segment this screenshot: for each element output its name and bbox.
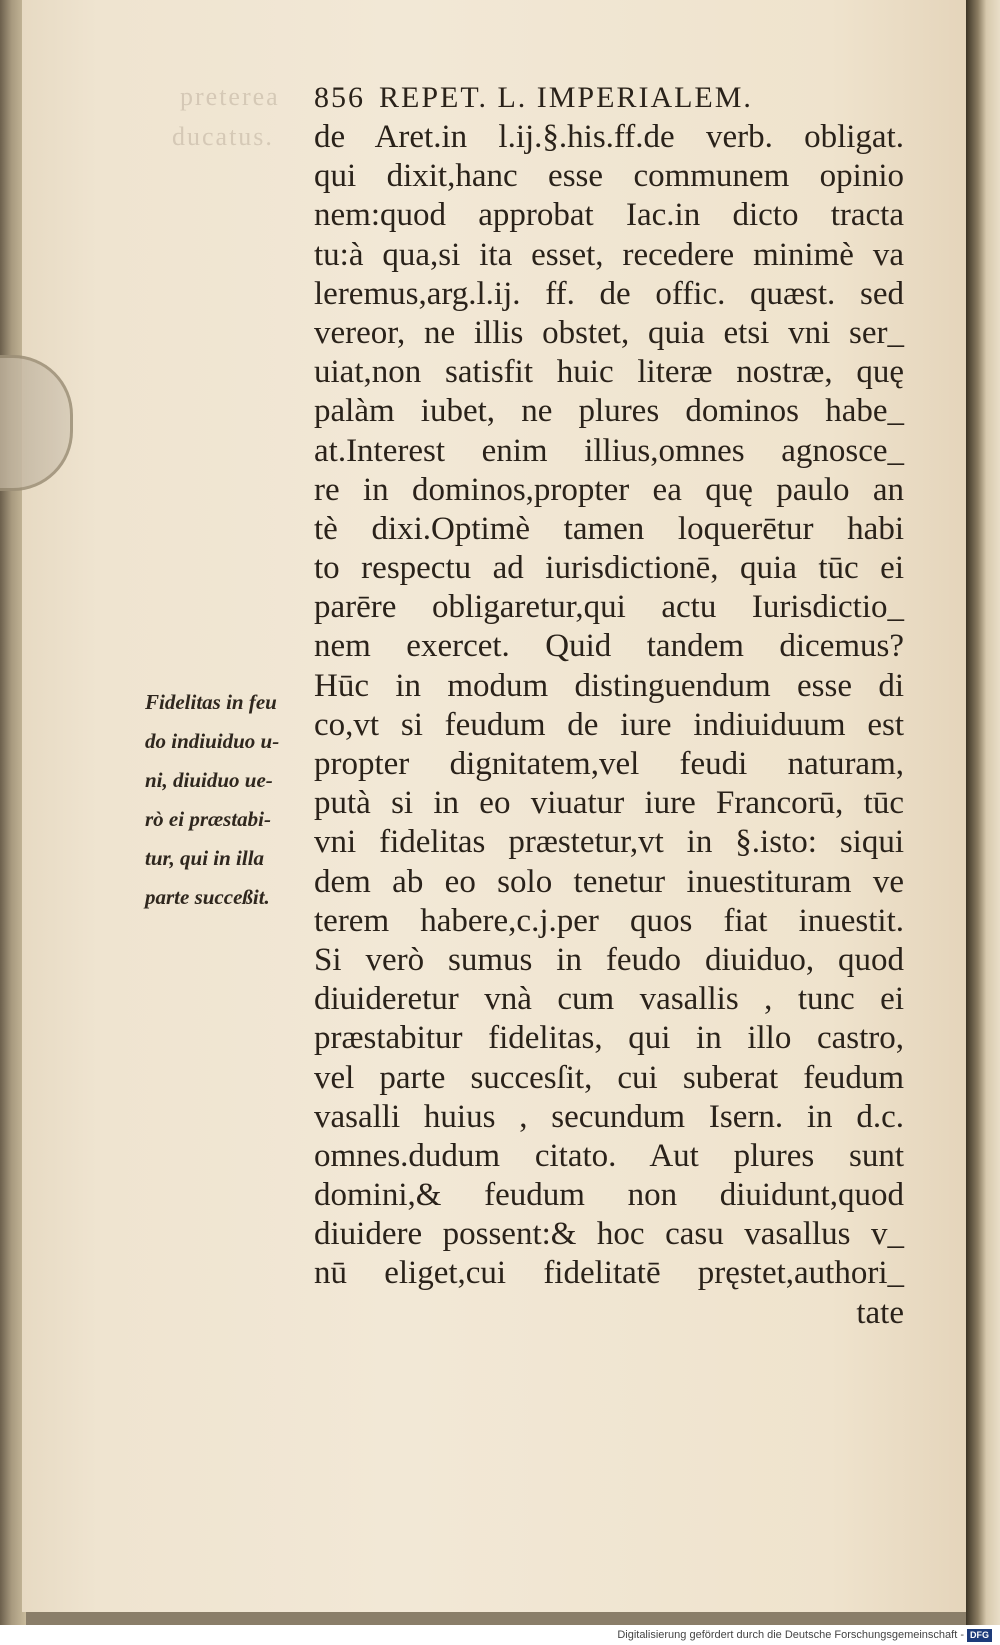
- text-line: omnes.dudum citato. Aut plures sunt: [314, 1137, 904, 1174]
- text-line: nū eliget,cui fidelitatē pręstet,authori_: [314, 1255, 904, 1292]
- bleed-through-text: preterea: [180, 82, 280, 111]
- text-line: diuidere possent:& hoc casu vasallus v_: [314, 1216, 904, 1253]
- digitization-footer: [0, 1625, 1000, 1645]
- text-line: co,vt si feudum de iure indiuiduum est: [314, 706, 904, 743]
- text-line: Hūc in modum distinguendum esse di: [314, 667, 904, 704]
- text-line: vasalli huius , secundum Isern. in d.c.: [314, 1098, 904, 1135]
- text-line: nem exercet. Quid tandem dicemus?: [314, 628, 904, 665]
- marginal-note-line: rò ei præstabi-: [145, 807, 271, 831]
- text-line: tè dixi.Optimè tamen loquerētur habi: [314, 510, 904, 547]
- marginal-note: [145, 683, 305, 917]
- text-line: Si verò sumus in feudo diuiduo, quod: [314, 941, 904, 978]
- text-line: tu:à qua,si ita esset, recedere minimè va: [314, 236, 904, 273]
- text-line: domini,& feudum non diuidunt,quod: [314, 1177, 904, 1214]
- footer-text: Digitalisierung gefördert durch die Deutsche Forschungsgemeinschaft -: [617, 1629, 964, 1641]
- text-line: dem ab eo solo tenetur inuestituram ve: [314, 863, 904, 900]
- text-line: parēre obligaretur,qui actu Iurisdictio_: [314, 589, 904, 626]
- text-line: leremus,arg.l.ij. ff. de offic. quæst. sed: [314, 275, 904, 312]
- text-line: propter dignitatem,vel feudi naturam,: [314, 746, 904, 782]
- marginal-note-line: Fidelitas in feu: [145, 690, 277, 714]
- text-line: diuideretur vnà cum vasallis , tunc ei: [314, 981, 904, 1018]
- book-edge-right: [966, 0, 1000, 1625]
- text-line: vni fidelitas præstetur,vt in §.isto: siqui: [314, 824, 904, 861]
- marginal-note-line: do indiuiduo u-: [145, 729, 280, 753]
- running-title: REPET. L. IMPERIALEM.: [379, 81, 753, 114]
- bleed-through-text: ducatus.: [172, 122, 274, 151]
- marginal-note-line: tur, qui in illa: [145, 846, 265, 870]
- text-line: terem habere,c.j.per quos fiat inuestit.: [314, 902, 904, 939]
- text-line: palàm iubet, ne plures dominos habe_: [314, 393, 904, 430]
- body-text: [314, 118, 904, 1294]
- text-line: to respectu ad iurisdictionē, quia tūc ei: [314, 550, 904, 587]
- dfg-logo: DFG: [967, 1629, 992, 1642]
- text-line: at.Interest enim illius,omnes agnosce_: [314, 432, 904, 469]
- text-line: qui dixit,hanc esse communem opinio: [314, 158, 904, 195]
- text-line: vel parte succesſit, cui suberat feudum: [314, 1059, 904, 1096]
- running-head: [314, 78, 904, 118]
- text-line: vereor, ne illis obstet, quia etsi vni ser_: [314, 314, 904, 351]
- text-line: nem:quod approbat Iac.in dicto tracta: [314, 197, 904, 234]
- text-line: putà si in eo viuatur iure Francorū, tūc: [314, 785, 904, 822]
- text-line: uiat,non satisfit huic literæ nostræ, quę: [314, 354, 904, 391]
- text-line: de Aret.in l.ij.§.his.ff.de verb. obligat.: [314, 119, 904, 155]
- text-line: re in dominos,propter ea quę paulo an: [314, 471, 904, 508]
- text-line: præstabitur fidelitas, qui in illo castro,: [314, 1020, 904, 1057]
- page-number: 856: [314, 81, 365, 114]
- catchword: tate: [856, 1294, 904, 1331]
- marginal-note-line: ni, diuiduo ue-: [145, 768, 273, 792]
- marginal-note-line: parte succeßit.: [145, 885, 270, 909]
- main-text-column: [314, 78, 904, 1333]
